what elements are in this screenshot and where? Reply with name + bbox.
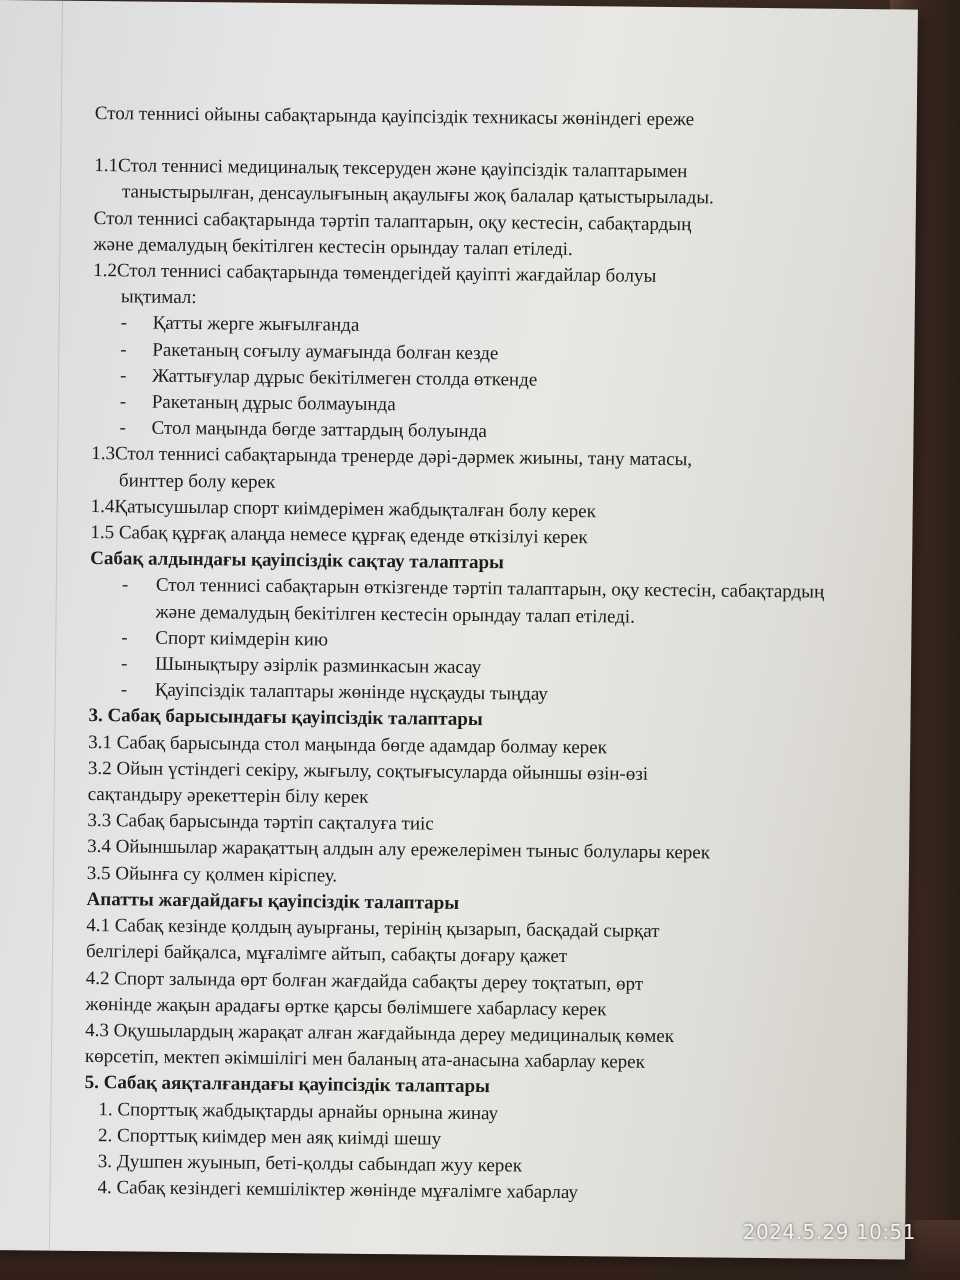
clause-5-2: 2. Спорттық киімдер мен аяқ киімді шешу — [98, 1124, 442, 1150]
before-item: - Стол теннисі сабақтарын өткізгенде тәртіп талаптарын, оқу кестесін, сабақтардың және демалудың бекітілген кестесін орындау талап етіледі. — [121, 574, 825, 628]
clause-1-2: 1.2Стол теннисі сабақтарында төмендегідей қауіпті жағдайлар болуы — [93, 260, 657, 287]
clause-4-2-cont: жөнінде жақын арадағы өртке қарсы бөлімшеге хабарласу керек — [85, 993, 607, 1021]
clause-3-5: 3.5 Ойынға су қолмен кіріспеу. — [86, 862, 338, 887]
section-heading-before: Сабақ алдындағы қауіпсіздік сақтау талаптары — [90, 548, 505, 574]
clause-1-2-cont: ықтимал: — [120, 286, 197, 309]
hazard-item: - Жаттығулар дұрыс бекітілмеген столда өткенде — [119, 365, 538, 391]
paragraph-rules: Стол теннисі сабақтарында тәртіп талаптарын, оқу кестесін, сабақтардың — [93, 207, 692, 235]
before-item: - Шынықтыру әзірлік разминкасын жасау — [120, 653, 482, 679]
clause-5-4: 4. Сабақ кезіндегі кемшіліктер жөнінде мұғалімге хабарлау — [97, 1177, 578, 1204]
clause-3-2-cont: сақтандыру әрекеттерін білу керек — [87, 784, 369, 808]
before-item: - Қауіпсіздік талаптары жөнінде нұсқауды тыңдау — [120, 679, 548, 706]
section-heading-during: 3. Сабақ барысындағы қауіпсіздік талаптары — [88, 705, 483, 731]
hazard-item: - Қатты жерге жығылғанда — [120, 312, 360, 337]
hazard-item: - Ракетаның дұрыс болмауында — [119, 391, 396, 416]
clause-4-3-cont: көрсетіп, мектеп әкімшілігі мен баланың ата-анасына хабарлау керек — [84, 1046, 645, 1073]
hazard-item: - Ракетаның соғылу аумағында болған кезде — [120, 338, 499, 364]
clause-1-3: 1.3Стол теннисі сабақтарында тренерде дәрі-дәрмек жиыны, тану матасы, — [91, 443, 693, 471]
clause-1-4: 1.4Қатысушылар спорт киімдерімен жабдықталған болу керек — [90, 495, 597, 523]
clause-5-1: 1. Спорттық жабдықтарды арнайы орнына жинау — [98, 1098, 499, 1124]
clause-4-1: 4.1 Сабақ кезінде қолдың ауырғаны, терінің қызарып, басқадай сырқат — [86, 915, 660, 943]
paper-fold-line — [49, 1, 63, 1251]
section-heading-emergency: Апатты жағдайдағы қауіпсіздік талаптары — [86, 888, 460, 914]
paragraph-rules-cont: және демалудың бекітілген кестесін орындау талап етіледі. — [93, 233, 573, 260]
before-item: - Спорт киімдерін кию — [121, 627, 329, 651]
clause-4-3: 4.3 Оқушылардың жарақат алған жағдайында дереу медициналық көмек — [85, 1019, 675, 1048]
document-title: Стол теннисі ойыны сабақтарында қауіпсіздік техникасы жөніндегі ереже — [94, 102, 695, 131]
clause-1-1-cont: таныстырылған, денсаулығының ақаулығы жоқ балалар қатыстырылады. — [121, 181, 714, 209]
clause-1-5: 1.5 Сабақ құрғақ алаңда немесе құрғақ еденде өткізілуі керек — [90, 522, 588, 549]
clause-4-2: 4.2 Спорт залында өрт болған жағдайда сабақты дереу тоқтатып, өрт — [85, 967, 644, 995]
hazard-item: - Стол маңында бөгде заттардың болуында — [119, 417, 487, 443]
clause-3-2: 3.2 Ойын үстіндегі секіру, жығылу, соқтығысуларда ойыншы өзін-өзі — [87, 757, 649, 785]
clause-5-3: 3. Душпен жуынып, беті-қолды сабындап жуу керек — [97, 1151, 523, 1177]
section-heading-end: 5. Сабақ аяқталғандағы қауіпсіздік талаптары — [84, 1072, 491, 1098]
clause-3-4: 3.4 Ойыншылар жарақаттың алдын алу ережелерімен тыныс болулары керек — [87, 836, 711, 864]
clause-1-1: 1.1Стол теннисі медициналық тексеруден және қауіпсіздік талаптарымен — [94, 155, 688, 183]
document-body — [83, 101, 874, 1209]
photo-timestamp: 2024.5.29 10:51 — [742, 1220, 916, 1244]
clause-3-3: 3.3 Сабақ барысында тәртіп сақталуға тиіс — [87, 810, 434, 835]
clause-1-3-cont: бинттер болу керек — [118, 469, 276, 493]
clause-4-1-cont: белгілері байқалса, мұғалімге айтып, сабақты доғару қажет — [85, 941, 568, 968]
clause-3-1: 3.1 Сабақ барысында стол маңында бөгде адамдар болмау керек — [88, 731, 607, 759]
